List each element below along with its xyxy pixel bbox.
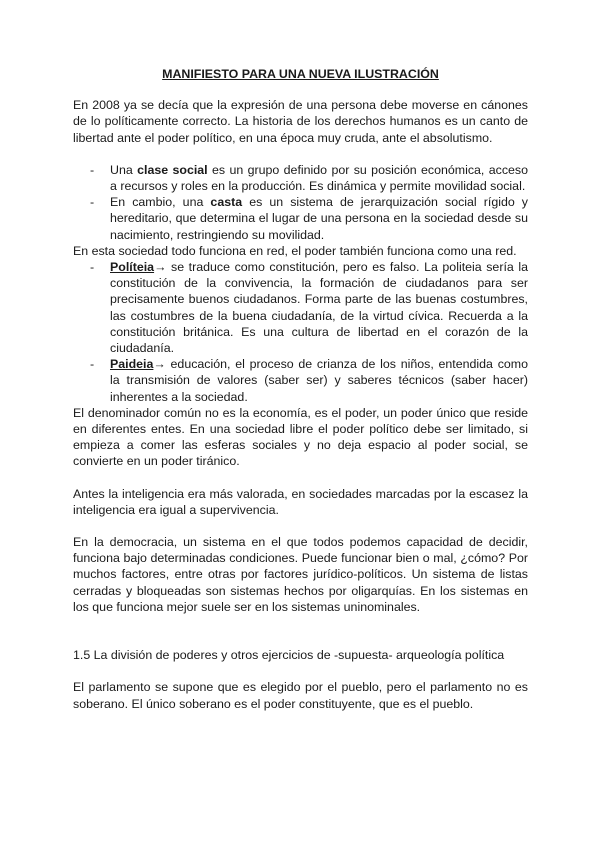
inteligencia-paragraph: Antes la inteligencia era más valorada, en sociedades marcadas por la escasez la inteligencia era igual a supervivencia. bbox=[73, 486, 528, 517]
document-page bbox=[73, 66, 528, 712]
term-politeia: Políteia bbox=[110, 260, 155, 275]
list-item-text: En cambio, una bbox=[110, 195, 211, 210]
concepts-list bbox=[73, 259, 528, 405]
intro-paragraph: En 2008 ya se decía que la expresión de una persona debe moverse en cánones de lo políticamente correcto. La historia de los derechos humanos es un canto de libertad ante el poder político, en una época muy cruda, ante el absolutismo. bbox=[73, 98, 528, 145]
section-heading: 1.5 La división de poderes y otros ejercicios de -supuesta- arqueología política bbox=[73, 648, 505, 663]
document-title: MANIFIESTO PARA UNA NUEVA ILUSTRACIÓN bbox=[162, 67, 439, 81]
term-casta: casta bbox=[210, 195, 243, 210]
term-paideia: Paideia bbox=[110, 357, 154, 372]
social-class-list bbox=[73, 162, 528, 243]
list-item-text: → se traduce como constitución, pero es falso. La politeia sería la constitución de la convivencia, la formación de ciudadanos para ser precisamente buenos ciudadanos. Forma parte de las buenas costumbres, las costumbres de la buena ciudadanía, de la virtud cívica. Recuerda a la constitución británica. Es una cultura de libertad en el corazón de la ciudadanía. bbox=[110, 260, 528, 356]
network-paragraph: En esta sociedad todo funciona en red, el poder también funciona como una red. bbox=[73, 243, 517, 258]
list-item-text: → educación, el proceso de crianza de los niños, entendida como la transmisión de valores (saber ser) y saberes técnicos (saber hacer) inherentes a la sociedad. bbox=[110, 357, 528, 404]
term-clase-social: clase social bbox=[137, 162, 208, 177]
list-item-paideia bbox=[73, 356, 528, 405]
list-item-casta bbox=[73, 194, 528, 243]
parlamento-paragraph: El parlamento se supone que es elegido por el pueblo, pero el parlamento no es soberano. El único soberano es el poder constituyente, que es el pueblo. bbox=[73, 680, 528, 711]
list-item-text: Una bbox=[110, 162, 138, 177]
list-item-text: es un sistema de jerarquización social rígido y hereditario, que determina el lugar de una persona en la sociedad desde su nacimiento, restringiendo su movilidad. bbox=[110, 195, 529, 242]
list-item-politeia bbox=[73, 259, 528, 356]
denominador-paragraph: El denominador común no es la economía, es el poder, un poder único que reside en diferentes entes. En una sociedad libre el poder político debe ser limitado, si empieza a comer las esferas sociales y no deja espacio al poder social, se convierte en un poder tiránico. bbox=[73, 405, 528, 469]
list-item-clase-social bbox=[73, 162, 528, 194]
democracia-paragraph: En la democracia, un sistema en el que todos podemos capacidad de decidir, funciona bajo determinadas condiciones. Puede funcionar bien o mal, ¿cómo? Por muchos factores, entre otras por factores jurídico-políticos. Un sistema de listas cerradas y bloqueadas son sistemas hechos por oligarquías. En los sistemas en los que funciona mejor suele ser en los sistemas uninominales. bbox=[73, 535, 528, 614]
list-item-text: es un grupo definido por su posición económica, acceso a recursos y roles en la producción. Es dinámica y permite movilidad social. bbox=[110, 162, 528, 194]
